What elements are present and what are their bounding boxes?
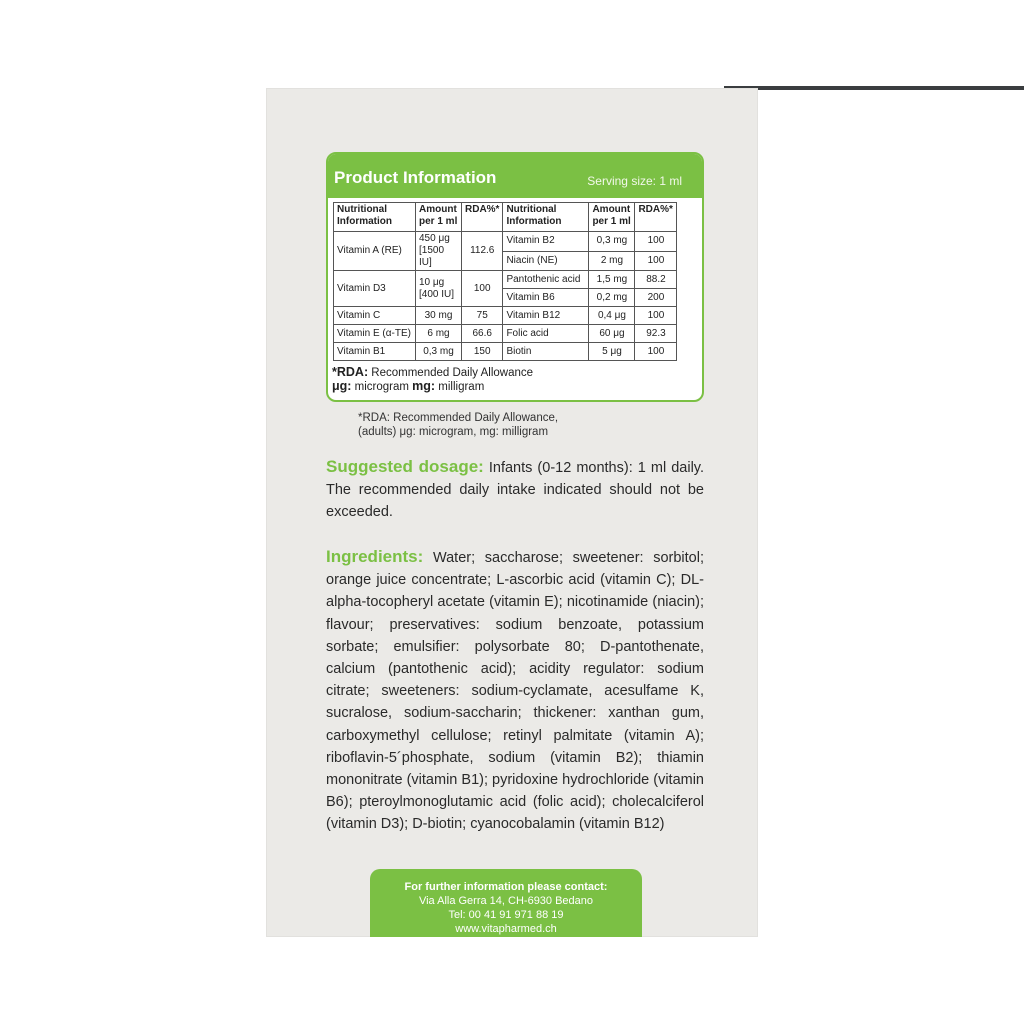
nutrient-name: Vitamin B6 — [503, 289, 589, 307]
contact-website: www.vitapharmed.ch — [455, 923, 557, 935]
product-information-header — [328, 154, 702, 198]
nutrient-amount: 450 μg [1500 IU] — [416, 232, 462, 271]
table-row — [334, 307, 677, 325]
nutrient-rda: 92.3 — [635, 325, 677, 343]
nutrient-rda: 100 — [635, 251, 677, 271]
nutrient-amount: 1,5 mg — [589, 271, 635, 289]
contact-panel — [370, 869, 642, 937]
nutrient-name: Pantothenic acid — [503, 271, 589, 289]
nutrient-amount: 60 μg — [589, 325, 635, 343]
nutrient-amount: 30 mg — [416, 307, 462, 325]
table-row — [334, 232, 677, 252]
header-nutritional-information: Nutritional Information — [503, 203, 589, 232]
ingredients-heading: Ingredients: — [326, 547, 424, 566]
nutrient-amount: 5 μg — [589, 343, 635, 361]
nutrition-table — [333, 202, 677, 361]
nutrient-rda: 75 — [462, 307, 503, 325]
header-nutritional-information: Nutritional Information — [334, 203, 416, 232]
nutrient-amount: 0,3 mg — [589, 232, 635, 252]
product-information-panel — [326, 152, 704, 402]
header-amount: Amount per 1 ml — [416, 203, 462, 232]
dosage-text: Infants (0-12 months): 1 ml daily. The recommended daily intake indicated should not be exceeded. — [326, 460, 704, 521]
nutrient-rda: 66.6 — [462, 325, 503, 343]
background-edge — [724, 86, 1024, 90]
table-row — [334, 343, 677, 361]
nutrient-amount: 0,2 mg — [589, 289, 635, 307]
nutrient-rda: 112.6 — [462, 232, 503, 271]
nutrient-name: Vitamin A (RE) — [334, 232, 416, 271]
dosage-section — [326, 456, 704, 524]
contact-title: For further information please contact: — [404, 881, 608, 893]
ingredients-section — [326, 546, 704, 836]
nutrient-name: Folic acid — [503, 325, 589, 343]
nutrition-header-row — [334, 203, 677, 232]
header-rda: RDA%* — [635, 203, 677, 232]
nutrient-name: Vitamin C — [334, 307, 416, 325]
nutrient-amount: 2 mg — [589, 251, 635, 271]
rda-legend — [332, 366, 533, 394]
nutrient-amount: 0,4 μg — [589, 307, 635, 325]
nutrient-name: Vitamin B2 — [503, 232, 589, 252]
contact-address: Via Alla Gerra 14, CH-6930 Bedano — [418, 895, 594, 907]
serving-size: Serving size: 1 ml — [587, 174, 682, 188]
nutrient-name: Vitamin D3 — [334, 271, 416, 307]
nutrient-name: Vitamin B12 — [503, 307, 589, 325]
nutrient-name: Vitamin E (α-TE) — [334, 325, 416, 343]
nutrient-rda: 200 — [635, 289, 677, 307]
nutrient-rda: 100 — [462, 271, 503, 307]
table-row — [334, 325, 677, 343]
nutrient-rda: 88.2 — [635, 271, 677, 289]
nutrient-rda: 100 — [635, 343, 677, 361]
legend-line-rda: *RDA: Recommended Daily Allowance — [332, 365, 534, 379]
table-row — [334, 271, 677, 289]
dosage-heading: Suggested dosage: — [326, 457, 484, 476]
nutrient-amount: 6 mg — [416, 325, 462, 343]
nutrient-rda: 100 — [635, 307, 677, 325]
nutrient-name: Vitamin B1 — [334, 343, 416, 361]
ingredients-text: Water; saccharose; sweetener: sorbitol; orange juice concentrate; L-ascorbic acid (vitamin C); DL-alpha-tocopheryl acetate (vitamin E); nicotinamide (niacin); flavour; preservatives: sodium benzoate, potassium sorbate; emulsifier: polysorbate 80; D-pantothenate, calcium (pantothenic acid); acidity regulator: sodium citrate; sweeteners: sodium-cyclamate, acesulfame K, sucralose, sodium-saccharin; thickener: xanthan gum, carboxymethyl cellulose; retinyl palmitate (vitamin A); riboflavin-5´phosphate, sodium (vitamin B2); thiamin mononitrate (vitamin B1); pyridoxine hydrochloride (vitamin B6); pteroylmonoglutamic acid (folic acid); cholecalciferol (vitamin D3); D-biotin; cyanocobalamin (vitamin B12) — [326, 550, 704, 833]
contact-phone: Tel: 00 41 91 971 88 19 — [448, 909, 564, 921]
header-amount: Amount per 1 ml — [589, 203, 635, 232]
product-information-title: Product Information — [334, 168, 497, 187]
header-rda: RDA%* — [462, 203, 503, 232]
nutrient-amount: 10 μg [400 IU] — [416, 271, 462, 307]
nutrient-name: Niacin (NE) — [503, 251, 589, 271]
rda-footnote: *RDA: Recommended Daily Allowance, (adults) μg: microgram, mg: milligram — [358, 412, 559, 438]
nutrient-rda: 150 — [462, 343, 503, 361]
nutrient-name: Biotin — [503, 343, 589, 361]
nutrient-rda: 100 — [635, 232, 677, 252]
nutrient-amount: 0,3 mg — [416, 343, 462, 361]
legend-line-units: μg: microgram mg: milligram — [332, 379, 485, 393]
